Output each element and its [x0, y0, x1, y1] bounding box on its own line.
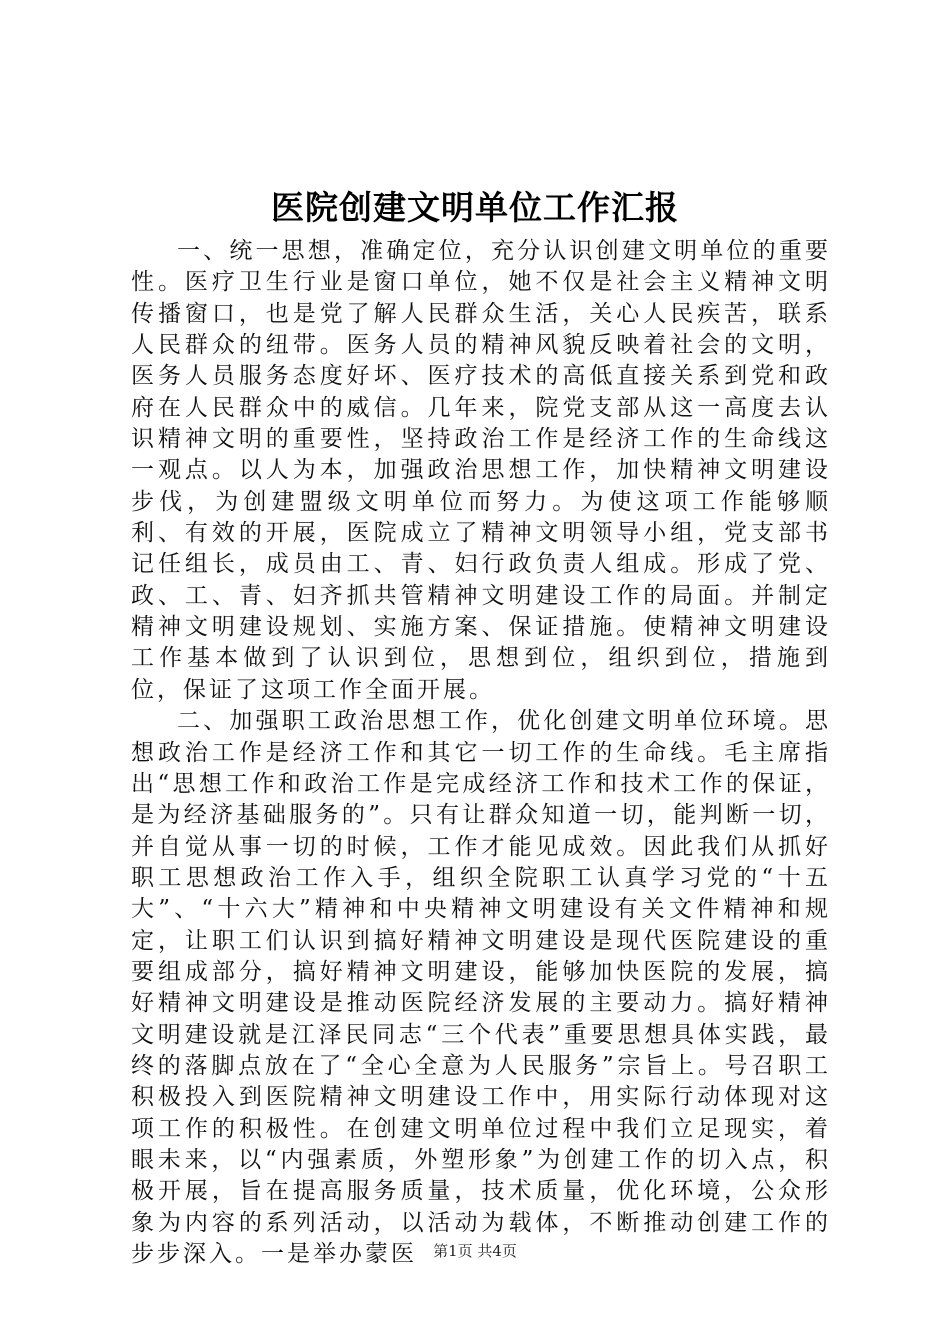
document-title: 医院创建文明单位工作汇报	[271, 188, 679, 227]
page-footer: 第1页 共4页	[433, 1242, 517, 1260]
paragraph-2: 二、加强职工政治思想工作，优化创建文明单位环境。思想政治工作是经济工作和其它一切工作的生命线。毛主席指出“思想工作和政治工作是完成经济工作和技术工作的保证，是为经济基础服务的”。只有让群众知道一切，能判断一切，并自觉从事一切的时候，工作才能见成效。因此我们从抓好职工思想政治工作入手，组织全院职工认真学习党的“十五大”、“十六大”精神和中央精神文明建设有关文件精神和规定，让职工们认识到搞好精神文明建设是现代医院建设的重要组成部分，搞好精神文明建设，能够加快医院的发展，搞好精神文明建设是推动医院经济发展的主要动力。搞好精神文明建设就是江泽民同志“三个代表”重要思想具体实践，最终的落脚点放在了“全心全意为人民服务”宗旨上。号召职工积极投入到医院精神文明建设工作中，用实际行动体现对这项工作的积极性。在创建文明单位过程中我们立足现实，着眼未来，以“内强素质，外塑形象”为创建工作的切入点，积极开展，旨在提高服务质量，技术质量，优化环境，公众形象为内容的系列活动，以活动为载体，不断推动创建工作的步步深入。一是举办蒙医	[131, 708, 831, 1267]
paragraph-1: 一、统一思想，准确定位，充分认识创建文明单位的重要性。医疗卫生行业是窗口单位，她不仅是社会主义精神文明传播窗口，也是党了解人民群众生活，关心人民疾苦，联系人民群众的纽带。医务人员的精神风貌反映着社会的文明，医务人员服务态度好坏、医疗技术的高低直接关系到党和政府在人民群众中的威信。几年来，院党支部从这一高度去认识精神文明的重要性，坚持政治工作是经济工作的生命线这一观点。以人为本，加强政治思想工作，加快精神文明建设步伐，为创建盟级文明单位而努力。为使这项工作能够顺利、有效的开展，医院成立了精神文明领导小组，党支部书记任组长，成员由工、青、妇行政负责人组成。形成了党、政、工、青、妇齐抓共管精神文明建设工作的局面。并制定精神文明建设规划、实施方案、保证措施。使精神文明建设工作基本做到了认识到位，思想到位，组织到位，措施到位，保证了这项工作全面开展。	[131, 238, 831, 703]
document-body	[131, 236, 831, 1270]
